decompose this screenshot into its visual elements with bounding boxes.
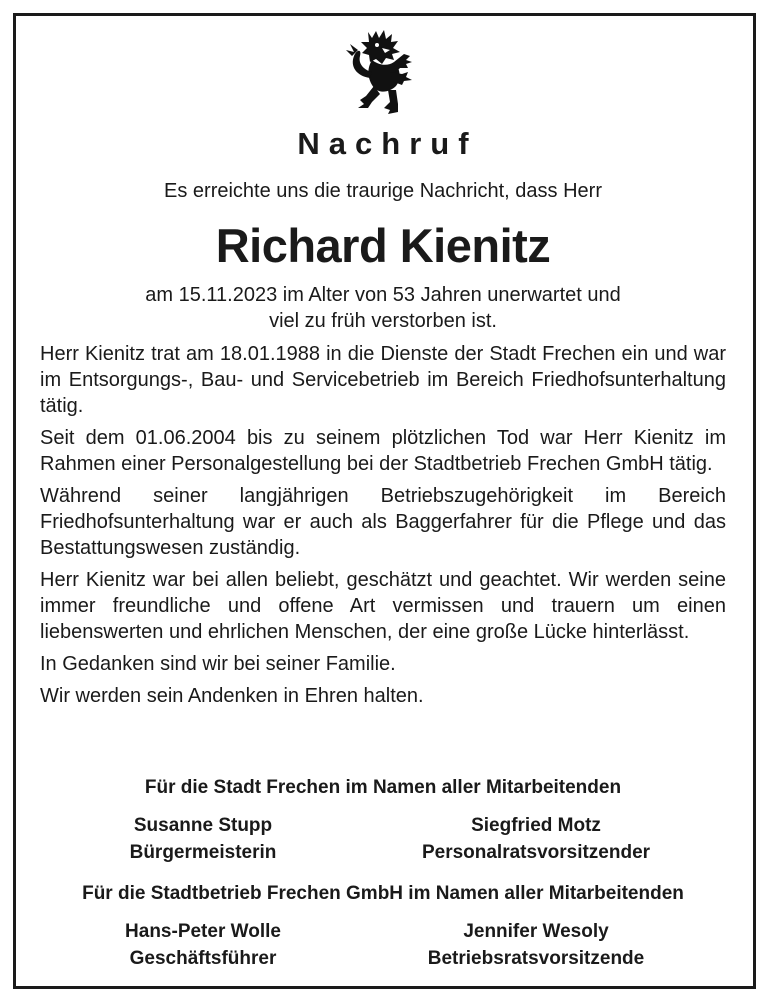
signer-role: Betriebsratsvorsitzende	[427, 948, 645, 969]
notice-body	[40, 341, 726, 709]
signer-role: Geschäftsführer	[129, 948, 277, 969]
signer-block-left-2	[83, 918, 323, 972]
lion-rampant-crest-icon	[338, 26, 428, 118]
notice-heading: Nachruf	[297, 126, 478, 161]
paragraph-service: Herr Kienitz trat am 18.01.1988 in die Dienste der Stadt Frechen ein und war im Entsorgungs-, Bau- und Servicebetrieb im Bereich Friedhofsunterhaltung tätig.	[40, 343, 726, 417]
signer-role: Bürgermeisterin	[129, 842, 277, 863]
paragraph-duties: Während seiner langjährigen Betriebszugehörigkeit im Bereich Friedhofsunterhaltung war er auch als Baggerfahrer für die Pflege und das Bestattungswesen zuständig.	[40, 485, 726, 559]
signer-block-left-1	[83, 812, 323, 866]
group-2-title: Für die Stadtbetrieb Frechen GmbH im Namen aller Mitarbeitenden	[82, 883, 684, 904]
death-line-1: am 15.11.2023 im Alter von 53 Jahren unerwartet und	[145, 284, 621, 306]
paragraph-family: In Gedanken sind wir bei seiner Familie.	[40, 653, 396, 675]
paragraph-secondment: Seit dem 01.06.2004 bis zu seinem plötzlichen Tod war Herr Kienitz im Rahmen einer Personalgestellung bei der Stadtbetrieb Frechen GmbH tätig.	[40, 427, 726, 475]
deceased-name: Richard Kienitz	[215, 219, 551, 272]
paragraph-remembrance: Wir werden sein Andenken in Ehren halten.	[40, 685, 424, 707]
group-1-title: Für die Stadt Frechen im Namen aller Mitarbeitenden	[144, 777, 622, 798]
paragraph-tribute: Herr Kienitz war bei allen beliebt, geschätzt und geachtet. Wir werden seine immer freundliche und offene Art vermissen und trauern um einen liebenswerten und ehrlichen Menschen, der eine große Lücke hinterlässt.	[40, 569, 726, 643]
signer-name: Jennifer Wesoly	[463, 921, 609, 942]
signer-name: Hans-Peter Wolle	[125, 921, 281, 942]
intro-line: Es erreichte uns die traurige Nachricht, dass Herr	[164, 180, 602, 202]
signer-role: Personalratsvorsitzender	[421, 842, 651, 863]
signer-name: Susanne Stupp	[133, 815, 273, 836]
signer-block-right-2	[386, 918, 686, 972]
death-line-2: viel zu früh verstorben ist.	[269, 310, 497, 332]
signer-block-right-1	[386, 812, 686, 866]
signer-name: Siegfried Motz	[471, 815, 601, 836]
